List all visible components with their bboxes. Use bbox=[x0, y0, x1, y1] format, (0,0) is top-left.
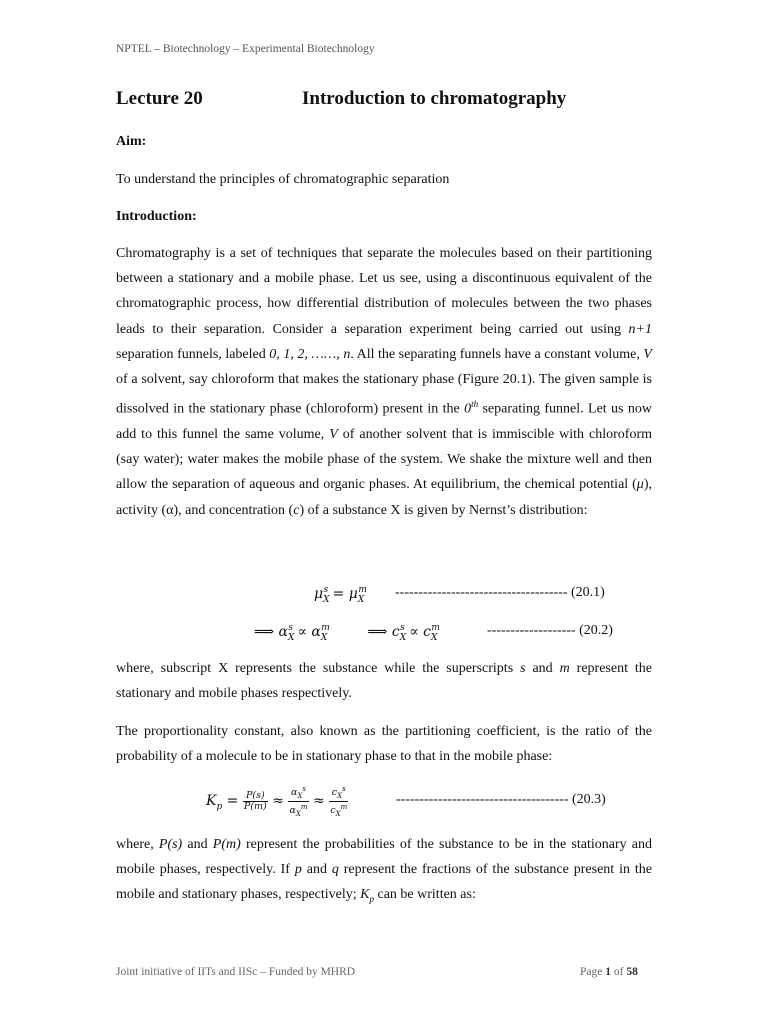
text-run: . All the separating funnels have a constant volume, bbox=[350, 346, 644, 362]
aim-text: To understand the principles of chromatographic separation bbox=[116, 172, 450, 187]
m-superscript: m bbox=[559, 661, 570, 676]
s-superscript: s bbox=[520, 661, 526, 676]
text-run: can be written as: bbox=[374, 887, 476, 903]
lecture-number: Lecture 20 bbox=[116, 88, 203, 109]
page-total: 58 bbox=[626, 966, 638, 978]
text-run: separation funnels, labeled bbox=[116, 346, 270, 362]
page-current: 1 bbox=[605, 966, 611, 978]
text-run: where, subscript X represents the substance while the superscripts bbox=[116, 661, 521, 676]
page-prefix: Page bbox=[580, 966, 606, 978]
th-suffix: th bbox=[471, 399, 479, 410]
text-run: and bbox=[182, 837, 213, 852]
paragraph-probabilities bbox=[116, 832, 652, 912]
paragraph-partition-coefficient: The proportionality constant, also known as the partitioning coefficient, is the ratio of the probability of a molecule to be in stationary phase to that in the mobile phase: bbox=[116, 724, 652, 765]
kp-symbol: K bbox=[360, 887, 370, 903]
lecture-topic: Introduction to chromatography bbox=[302, 88, 567, 109]
aim-heading: Aim: bbox=[116, 134, 147, 149]
text-run: ) of a substance X is given by Nernst’s distribution: bbox=[299, 502, 588, 518]
equation-20-3: $K_p$ = $\frac{P(s)}{P(m)}$ ≈ $\frac{\alpha_X^s}{\alpha_X^m}$ ≈ $\frac{c_X^s}{c_X^m}$ bbox=[206, 785, 348, 819]
equation-20-3-label: ------------------------------------- (20.3) bbox=[396, 792, 606, 807]
page-footer-left: Joint initiative of IITs and IISc – Funded by MHRD bbox=[116, 966, 356, 978]
text-run: where, bbox=[116, 837, 159, 852]
volume-symbol: V bbox=[329, 427, 338, 443]
page-header: NPTEL – Biotechnology – Experimental Biotechnology bbox=[116, 43, 375, 55]
text-run: Chromatography is a set of techniques that separate the molecules based on their partitioning between a stationary and a mobile phase. Let us see, using a discontinuous equivalent of the chromatographic process, how differential distribution of molecules between the two phases leads to their separation. Consider a separation experiment being carried out using bbox=[116, 246, 652, 337]
equation-20-2: ⟹ $\alpha_X^s \propto \alpha_X^m$ ⟹ $c_X^s \propto c_X^m$ bbox=[254, 623, 440, 643]
text-run: represent the stationary and mobile phases respectively. bbox=[116, 661, 652, 702]
n-plus-one: n+1 bbox=[628, 321, 652, 337]
mu-symbol: μ bbox=[636, 477, 644, 493]
equation-20-1: $\mu_X^s = \mu_X^m$ bbox=[314, 585, 367, 605]
text-run: and bbox=[301, 862, 332, 878]
text-run: separating funnel. Let us now add to this funnel the same volume, bbox=[116, 401, 652, 443]
equation-20-1-label: ------------------------------------- (20.1) bbox=[395, 585, 605, 600]
p-symbol: p bbox=[294, 862, 302, 878]
text-run: of another solvent that is immiscible with chloroform (say water); water makes the mobile phase of the system. We shake the mixture well and then allow the separation of aqueous and organic phases. At equilibrium, the chemical potential ( bbox=[116, 427, 652, 493]
paragraph-subscripts bbox=[116, 656, 652, 706]
volume-symbol: V bbox=[643, 346, 652, 362]
text-run: ), activity (α), and concentration ( bbox=[116, 477, 652, 518]
funnel-labels: 0, 1, 2, ……, n bbox=[269, 346, 351, 362]
equation-20-2-label: ------------------- (20.2) bbox=[487, 623, 613, 638]
text-run: represent the fractions of the substance present in the mobile and stationary phases, respectively; bbox=[116, 862, 652, 903]
page-number bbox=[580, 966, 638, 978]
page-of: of bbox=[610, 966, 627, 978]
pm-symbol: P(m) bbox=[212, 837, 241, 852]
text-run: represent the probabilities of the substance to be in the stationary and mobile phases, respectively. If bbox=[116, 837, 653, 878]
q-symbol: q bbox=[331, 862, 339, 878]
text-run: and bbox=[525, 661, 560, 676]
introduction-heading: Introduction: bbox=[116, 209, 197, 224]
text-run: of a solvent, say chloroform that makes the stationary phase (Figure 20.1). The given sample is dissolved in the stationary phase (chloroform) present in the bbox=[116, 372, 652, 417]
kp-subscript: p bbox=[369, 894, 374, 905]
ps-symbol: P(s) bbox=[158, 837, 183, 852]
zero-index: 0 bbox=[464, 401, 472, 417]
introduction-paragraph bbox=[116, 241, 652, 523]
c-symbol: c bbox=[293, 502, 300, 518]
